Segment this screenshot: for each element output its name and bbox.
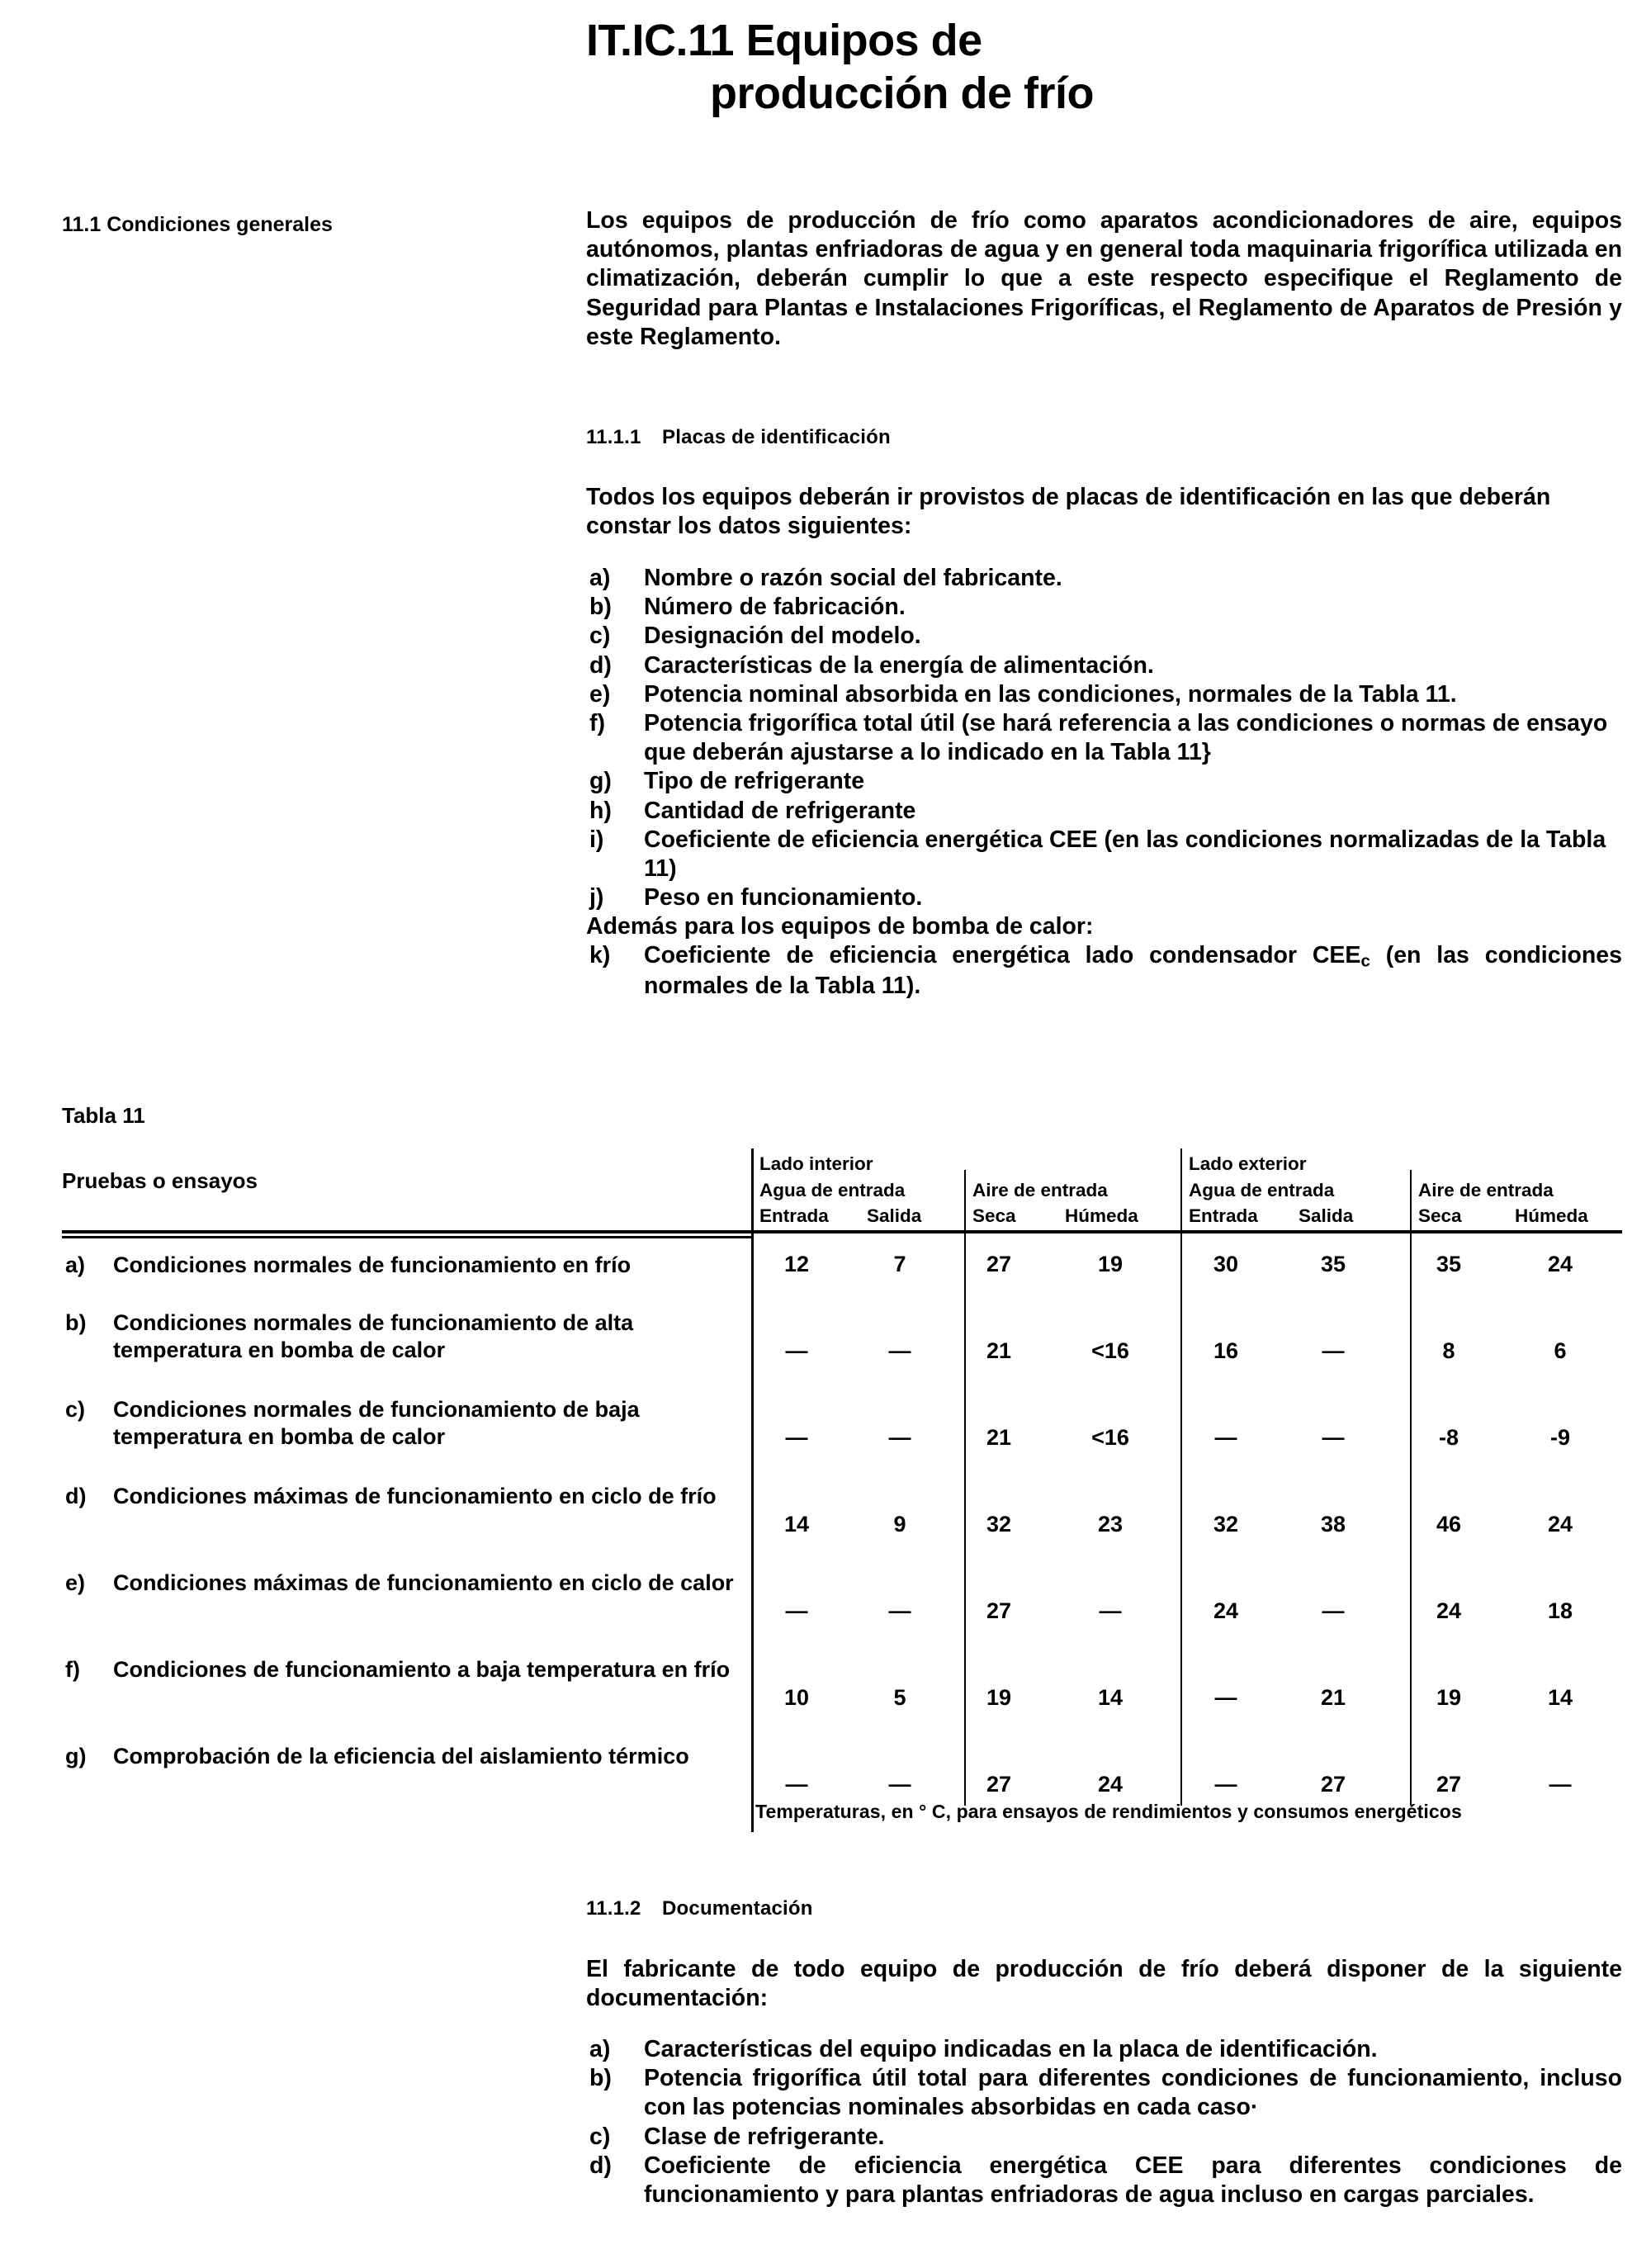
table-vrule-2 xyxy=(964,1170,966,1806)
list-item-marker: k) xyxy=(589,942,611,969)
table-cell: — xyxy=(1322,1425,1345,1450)
list-item xyxy=(586,651,1622,680)
list-item xyxy=(586,883,1622,912)
list-item-marker: i) xyxy=(589,826,604,853)
list-item-text xyxy=(644,941,1622,1001)
list-item-text: Peso en funcionamiento. xyxy=(644,884,923,911)
table-cell: — xyxy=(1214,1425,1237,1450)
table-cell: — xyxy=(1549,1772,1572,1797)
table-cell: 9 xyxy=(893,1512,906,1536)
table-cell: 8 xyxy=(1442,1338,1455,1363)
row-label: Condiciones normales de funcionamiento de alta temperatura en bomba de calor xyxy=(113,1310,634,1362)
row-marker: a) xyxy=(65,1252,86,1277)
list-item-text: Coeficiente de eficiencia energética CEE para diferentes condiciones de funcionamiento y para plantas enfriadoras de agua incluso en cargas parciales. xyxy=(644,2152,1622,2208)
column-header-humeda-exterior: Húmeda xyxy=(1515,1205,1588,1226)
table-cell: 30 xyxy=(1213,1252,1239,1276)
row-label: Condiciones máximas de funcionamiento en ciclo de frío xyxy=(113,1484,717,1508)
heat-pump-lead-text: Además para los equipos de bomba de calor: xyxy=(586,913,1094,940)
section-11-1-2-number: 11.1.2 xyxy=(586,1897,641,1920)
list-item-marker: d) xyxy=(589,651,612,679)
section-11-1-2-heading xyxy=(586,1897,1622,1920)
table-cell: — xyxy=(785,1598,808,1623)
table-cell: 14 xyxy=(1097,1685,1124,1710)
list-item-text: Cantidad de refrigerante xyxy=(644,797,916,824)
table-row xyxy=(62,1309,747,1364)
heat-pump-lead xyxy=(586,912,1622,941)
row-marker: d) xyxy=(65,1484,87,1508)
table-row xyxy=(62,1570,747,1597)
table-row xyxy=(62,1396,747,1451)
list-item xyxy=(586,2064,1622,2122)
table-cell: — xyxy=(785,1772,808,1797)
column-header-salida-interior: Salida xyxy=(867,1205,922,1226)
table-row-header-label: Pruebas o ensayos xyxy=(62,1168,258,1193)
list-item xyxy=(586,2035,1622,2064)
section-11-1-1-title: Placas de identificación xyxy=(662,426,891,448)
list-item-marker: b) xyxy=(589,2065,612,2092)
table-cell: <16 xyxy=(1091,1425,1129,1450)
table-cell: 14 xyxy=(783,1512,810,1536)
column-header-seca-interior: Seca xyxy=(972,1205,1016,1226)
list-item-text: Tipo de refrigerante xyxy=(644,768,865,795)
table-cell: 32 xyxy=(986,1512,1012,1536)
subgroup-header-agua-exterior: Agua de entrada xyxy=(1189,1180,1335,1200)
list-item-text: Nombre o razón social del fabricante. xyxy=(644,565,1062,591)
table-caption: Tabla 11 xyxy=(62,1103,145,1128)
table-cell: -8 xyxy=(1438,1425,1459,1450)
column-header-entrada-exterior: Entrada xyxy=(1189,1205,1258,1226)
row-marker: c) xyxy=(65,1397,86,1422)
table-cell: 38 xyxy=(1320,1512,1346,1536)
table-cell: 21 xyxy=(1320,1685,1346,1710)
table-row xyxy=(62,1743,747,1770)
table-cell: 6 xyxy=(1554,1338,1567,1363)
identification-plate-list xyxy=(586,564,1622,1001)
table-cell: — xyxy=(888,1772,911,1797)
row-label: Condiciones normales de funcionamiento de baja temperatura en bomba de calor xyxy=(113,1397,640,1449)
list-item-marker: a) xyxy=(589,565,611,591)
table-vrule-1 xyxy=(751,1148,754,1832)
list-item-marker: h) xyxy=(589,797,612,824)
list-item-marker: a) xyxy=(589,2036,611,2062)
table-cell: 14 xyxy=(1547,1685,1573,1710)
table-cell: — xyxy=(1322,1338,1345,1363)
table-vrule-4 xyxy=(1410,1170,1412,1806)
table-cell: 21 xyxy=(986,1338,1012,1363)
table-cell: 7 xyxy=(893,1252,906,1276)
table-cell: 21 xyxy=(986,1425,1012,1450)
table-row xyxy=(62,1656,747,1683)
list-item-marker: f) xyxy=(589,709,605,736)
table-cell: — xyxy=(785,1338,808,1363)
page-title xyxy=(578,15,1618,120)
list-item-text: Potencia nominal absorbida en las condiciones, normales de la Tabla 11. xyxy=(644,680,1457,708)
column-header-entrada-interior: Entrada xyxy=(759,1205,829,1226)
cee-text-before: Coeficiente de eficiencia energética lado condensador CEE xyxy=(644,942,1361,969)
section-11-1-1-number: 11.1.1 xyxy=(586,426,641,448)
table-cell: 24 xyxy=(1097,1772,1124,1797)
table-cell: 12 xyxy=(783,1252,810,1276)
list-item xyxy=(586,564,1622,593)
list-item-marker: g) xyxy=(589,768,612,795)
table-cell: <16 xyxy=(1091,1338,1129,1363)
list-item-text: Potencia frigorífica útil total para diferentes condiciones de funcionamiento, incluso con las potencias nominales absorbidas en cada caso· xyxy=(644,2065,1622,2121)
cee-text-after: (en las condiciones normales de la Tabla 11). xyxy=(644,942,1623,1000)
row-marker: f) xyxy=(65,1657,80,1682)
list-item-text: Designación del modelo. xyxy=(644,623,921,650)
table-cell: — xyxy=(1214,1772,1237,1797)
section-11-1-heading: 11.1 Condiciones generales xyxy=(62,213,333,236)
table-cell: 27 xyxy=(1436,1772,1462,1797)
table-11 xyxy=(62,1135,1622,1862)
table-cell: 19 xyxy=(986,1685,1012,1710)
subgroup-header-aire-exterior: Aire de entrada xyxy=(1418,1180,1554,1200)
table-hrule-top xyxy=(62,1230,1622,1233)
table-cell: 24 xyxy=(1213,1598,1239,1623)
list-item xyxy=(586,593,1622,622)
column-header-humeda-interior: Húmeda xyxy=(1065,1205,1138,1226)
section-11-1-2-lead: El fabricante de todo equipo de producción de frío deberá disponer de la siguiente documentación: xyxy=(586,1956,1622,2012)
list-item-marker: b) xyxy=(589,594,612,621)
list-item-text: Coeficiente de eficiencia energética CEE (en las condiciones normalizadas de la Tabla 11) xyxy=(644,826,1606,882)
list-item-text: Potencia frigorífica total útil (se hará referencia a las condiciones o normas de ensayo que deberán ajustarse a lo indicado en la Tabla 11} xyxy=(644,709,1608,766)
table-cell: 19 xyxy=(1097,1252,1124,1276)
table-cell: — xyxy=(1322,1598,1345,1623)
table-row xyxy=(62,1483,747,1510)
table-cell: 46 xyxy=(1436,1512,1462,1536)
table-cell: 23 xyxy=(1097,1512,1124,1536)
table-cell: 27 xyxy=(986,1772,1012,1797)
table-cell: — xyxy=(888,1598,911,1623)
table-cell: 24 xyxy=(1436,1598,1462,1623)
row-marker: e) xyxy=(65,1570,86,1595)
list-item xyxy=(586,767,1622,796)
table-cell: 24 xyxy=(1547,1252,1573,1276)
title-line-2: producción de frío xyxy=(710,68,1095,118)
group-header-lado-exterior: Lado exterior xyxy=(1189,1153,1307,1174)
table-cell: -9 xyxy=(1549,1425,1570,1450)
table-cell: 35 xyxy=(1436,1252,1462,1276)
section-11-1-1-lead: Todos los equipos deberán ir provistos de placas de identificación en las que deberán constar los datos siguientes: xyxy=(586,484,1551,540)
title-line-1: IT.IC.11 Equipos de xyxy=(586,16,982,65)
list-item-text: Número de fabricación. xyxy=(644,594,906,621)
list-item-marker: e) xyxy=(589,680,611,708)
section-11-1-2-title: Documentación xyxy=(662,1897,813,1920)
table-cell: — xyxy=(1099,1598,1122,1623)
row-label: Condiciones normales de funcionamiento en frío xyxy=(113,1252,632,1277)
list-item xyxy=(586,797,1622,826)
row-label: Condiciones máximas de funcionamiento en ciclo de calor xyxy=(113,1570,734,1595)
list-item-text: Clase de refrigerante. xyxy=(644,2123,885,2150)
table-cell: 27 xyxy=(1320,1772,1346,1797)
row-label: Condiciones de funcionamiento a baja temperatura en frío xyxy=(113,1657,731,1682)
documentation-list xyxy=(586,2035,1622,2209)
list-item xyxy=(586,2152,1622,2209)
list-item xyxy=(586,680,1622,709)
table-cell: — xyxy=(888,1425,911,1450)
table-cell: 27 xyxy=(986,1598,1012,1623)
list-item xyxy=(586,826,1622,883)
list-item-marker: j) xyxy=(589,884,604,911)
subgroup-header-aire-interior: Aire de entrada xyxy=(972,1180,1108,1200)
table-vrule-3 xyxy=(1180,1148,1182,1806)
table-cell: 10 xyxy=(783,1685,810,1710)
list-item xyxy=(586,941,1622,1001)
table-cell: 19 xyxy=(1436,1685,1462,1710)
list-item xyxy=(586,2123,1622,2152)
table-cell: 27 xyxy=(986,1252,1012,1276)
column-header-salida-exterior: Salida xyxy=(1299,1205,1354,1226)
table-cell: 5 xyxy=(893,1685,906,1710)
table-cell: 18 xyxy=(1547,1598,1573,1623)
section-11-1-1-heading xyxy=(586,426,1622,449)
table-cell: 24 xyxy=(1547,1512,1573,1536)
table-cell: — xyxy=(1214,1685,1237,1710)
row-marker: b) xyxy=(65,1310,87,1335)
list-item xyxy=(586,709,1622,767)
list-item-marker: c) xyxy=(589,2123,611,2150)
table-row xyxy=(62,1252,747,1279)
table-cell: — xyxy=(888,1338,911,1363)
list-item-marker: c) xyxy=(589,623,611,650)
column-header-seca-exterior: Seca xyxy=(1418,1205,1462,1226)
cee-subscript: c xyxy=(1360,951,1370,971)
table-cell: 35 xyxy=(1320,1252,1346,1276)
table-cell: 32 xyxy=(1213,1512,1239,1536)
group-header-lado-interior: Lado interior xyxy=(759,1153,873,1174)
list-item-text: Características de la energía de alimentación. xyxy=(644,651,1154,679)
list-item-marker: d) xyxy=(589,2152,612,2179)
row-label: Comprobación de la eficiencia del aislamiento térmico xyxy=(113,1744,689,1768)
table-cell: 16 xyxy=(1213,1338,1239,1363)
row-marker: g) xyxy=(65,1744,87,1768)
list-item-text: Características del equipo indicadas en la placa de identificación. xyxy=(644,2036,1378,2062)
list-item xyxy=(586,622,1622,651)
subgroup-header-agua-interior: Agua de entrada xyxy=(759,1180,906,1200)
table-hrule-header xyxy=(62,1236,751,1238)
table-footnote: Temperaturas, en ° C, para ensayos de rendimientos y consumos energéticos xyxy=(755,1801,1462,1822)
table-cell: — xyxy=(785,1425,808,1450)
section-11-1-intro-paragraph: Los equipos de producción de frío como aparatos acondicionadores de aire, equipos autónomos, plantas enfriadoras de agua y en general toda maquinaria frigorífica utilizada en climatización, deberán cumplir lo que a este respecto especifique el Reglamento de Seguridad para Plantas e Instalaciones Frigoríficas, el Reglamento de Aparatos de Presión y este Reglamento. xyxy=(586,207,1622,350)
